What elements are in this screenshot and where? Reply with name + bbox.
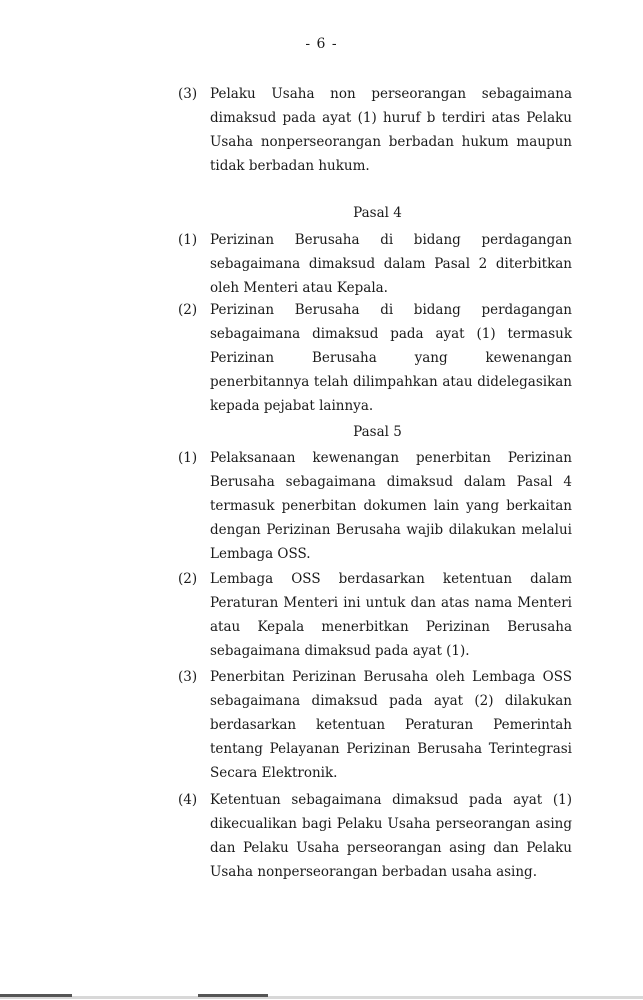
- paragraph-text: Perizinan Berusaha di bidang perdagangan sebagaimana dimaksud dalam Pasal 2 diterbitkan oleh Menteri atau Kepala.: [210, 232, 572, 296]
- paragraph-number: (1): [178, 232, 198, 248]
- paragraph-text: Pelaku Usaha non perseorangan sebagaimana dimaksud pada ayat (1) huruf b terdiri atas Pelaku Usaha nonperseorangan berbadan hukum maupun tidak berbadan hukum.: [210, 86, 572, 174]
- paragraph-text: Perizinan Berusaha di bidang perdagangan sebagaimana dimaksud pada ayat (1) termasuk Perizinan Berusaha yang kewenangan penerbitannya telah dilimpahkan atau didelegasikan kepada pejabat lainnya.: [210, 302, 572, 414]
- paragraph-text: Pelaksanaan kewenangan penerbitan Perizinan Berusaha sebagaimana dimaksud dalam Pasal 4 termasuk penerbitan dokumen lain yang berkaitan dengan Perizinan Berusaha wajib dilakukan melalui Lembaga OSS.: [210, 450, 572, 562]
- paragraph-number: (1): [178, 450, 198, 466]
- pasal-5-title: Pasal 5: [353, 424, 402, 440]
- paragraph-intro-3: [178, 82, 572, 178]
- paragraph-pasal5-1: [178, 446, 572, 566]
- scan-edge-line: [0, 996, 643, 999]
- paragraph-text: Ketentuan sebagaimana dimaksud pada ayat (1) dikecualikan bagi Pelaku Usaha perseorangan asing dan Pelaku Usaha perseorangan asing dan Pelaku Usaha nonperseorangan berbadan usaha asing.: [210, 792, 572, 880]
- paragraph-pasal5-2: [178, 567, 572, 663]
- scan-edge-mark: [198, 994, 268, 997]
- page-number: - 6 -: [305, 36, 338, 52]
- paragraph-pasal4-1: [178, 228, 572, 300]
- paragraph-text: Penerbitan Perizinan Berusaha oleh Lembaga OSS sebagaimana dimaksud pada ayat (2) dilakukan berdasarkan ketentuan Peraturan Pemerintah tentang Pelayanan Perizinan Berusaha Terintegrasi Secara Elektronik.: [210, 669, 572, 781]
- paragraph-number: (3): [178, 669, 198, 685]
- pasal-4-title: Pasal 4: [353, 205, 402, 221]
- paragraph-text: Lembaga OSS berdasarkan ketentuan dalam Peraturan Menteri ini untuk dan atas nama Menteri atau Kepala menerbitkan Perizinan Berusaha sebagaimana dimaksud pada ayat (1).: [210, 571, 572, 659]
- paragraph-pasal4-2: [178, 298, 572, 418]
- paragraph-pasal5-4: [178, 788, 572, 884]
- paragraph-number: (4): [178, 792, 198, 808]
- paragraph-number: (2): [178, 302, 198, 318]
- paragraph-number: (2): [178, 571, 198, 587]
- paragraph-pasal5-3: [178, 665, 572, 785]
- paragraph-number: (3): [178, 86, 198, 102]
- scan-edge-mark: [0, 994, 72, 997]
